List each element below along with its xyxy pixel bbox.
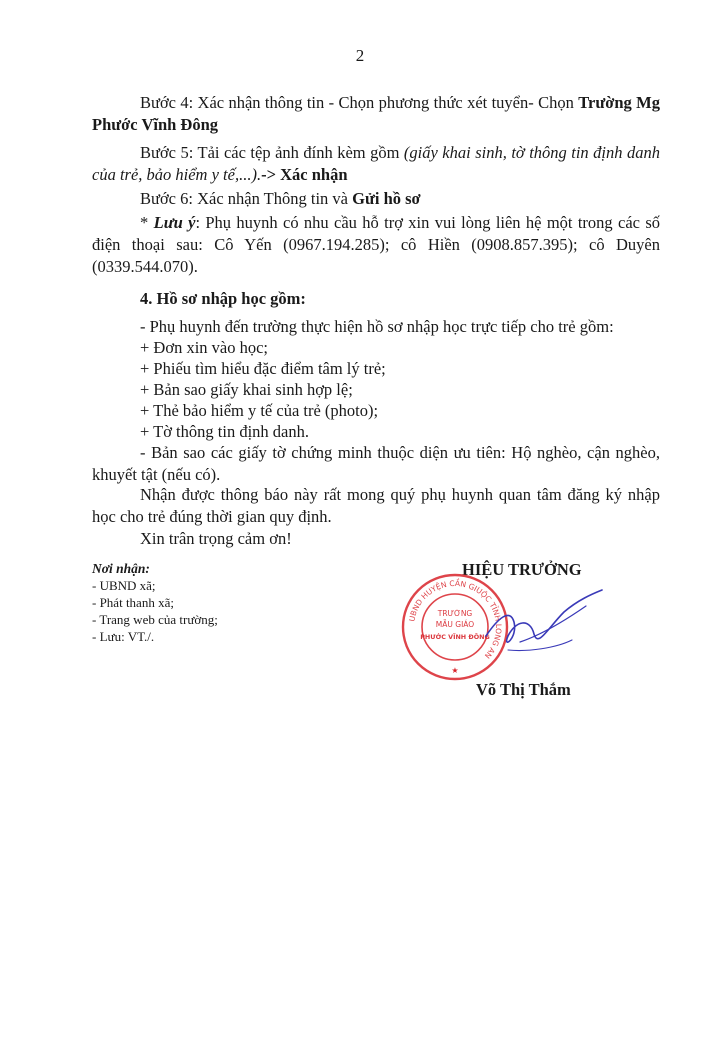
step-4	[92, 92, 660, 136]
note-text: : Phụ huynh có nhu cầu hỗ trợ xin vui lòng liên hệ một trong các số điện thoại sau: Cô Yến (0967.194.285); cô Hiền (0908.857.395); cô Duyên (0339.544.070).	[92, 213, 661, 276]
stamp-line-3: PHƯỚC VĨNH ĐÔNG	[420, 633, 490, 641]
signer-name: Võ Thị Thắm	[476, 680, 571, 699]
contact-note	[92, 212, 660, 278]
step-5-text: Bước 5: Tải các tệp ảnh đính kèm gồm	[140, 143, 404, 162]
step-4-school: Trường Mg Phước Vĩnh Đông	[92, 93, 660, 134]
section-4-heading: 4. Hồ sơ nhập học gồm:	[140, 289, 306, 308]
stamp-line-1: TRƯỜNG	[437, 609, 473, 618]
step-5	[92, 142, 660, 186]
section-4-intro: - Phụ huynh đến trường thực hiện hồ sơ nhập học trực tiếp cho trẻ gồm:	[140, 317, 614, 336]
list-item: + Tờ thông tin định danh.	[140, 422, 309, 441]
section-4-priority: - Bản sao các giấy tờ chứng minh thuộc diện ưu tiên: Hộ nghèo, cận nghèo, khuyết tật (nếu có).	[92, 443, 660, 484]
handwritten-signature	[468, 578, 608, 668]
thanks-line: Xin trân trọng cảm ơn!	[140, 529, 292, 548]
stamp-star-icon: ★	[451, 666, 459, 675]
step-6-text: Bước 6: Xác nhận Thông tin và	[140, 189, 353, 208]
recipients-heading: Nơi nhận:	[92, 561, 150, 576]
note-label: Lưu ý	[153, 213, 196, 232]
step-6	[92, 188, 660, 210]
stamp-line-2: MẪU GIÁO	[435, 620, 475, 629]
closing-paragraph: Nhận được thông báo này rất mong quý phụ huynh quan tâm đăng ký nhập học cho trẻ đúng thời gian quy định.	[92, 485, 660, 526]
recipient-item: - Lưu: VT./.	[92, 629, 155, 644]
list-item: + Thẻ bảo hiểm y tế của trẻ (photo);	[140, 401, 379, 420]
list-item: + Đơn xin vào học;	[140, 338, 269, 357]
step-5-docs: (giấy khai sinh, tờ thông tin định danh của trẻ, bảo hiểm y tế,...).	[92, 143, 660, 184]
list-item: + Phiếu tìm hiểu đặc điểm tâm lý trẻ;	[140, 359, 386, 378]
signature-title: HIỆU TRƯỞNG	[462, 560, 582, 579]
step-4-text: Bước 4: Xác nhận thông tin - Chọn phương thức xét tuyển- Chọn	[140, 93, 579, 112]
stamp-ring-text: UBND HUYỆN CẦN GIUỘC TỈNH LONG AN	[407, 578, 504, 661]
note-prefix: *	[140, 213, 154, 232]
recipient-item: - Phát thanh xã;	[92, 595, 174, 610]
step-5-confirm: -> Xác nhận	[261, 165, 348, 184]
recipient-item: - UBND xã;	[92, 578, 156, 593]
page-number: 2	[355, 46, 365, 65]
recipients-block	[92, 560, 218, 645]
recipient-item: - Trang web của trường;	[92, 612, 218, 627]
step-6-submit: Gửi hồ sơ	[352, 189, 421, 208]
section-4-list	[92, 316, 660, 442]
list-item: + Bản sao giấy khai sinh hợp lệ;	[140, 380, 353, 399]
